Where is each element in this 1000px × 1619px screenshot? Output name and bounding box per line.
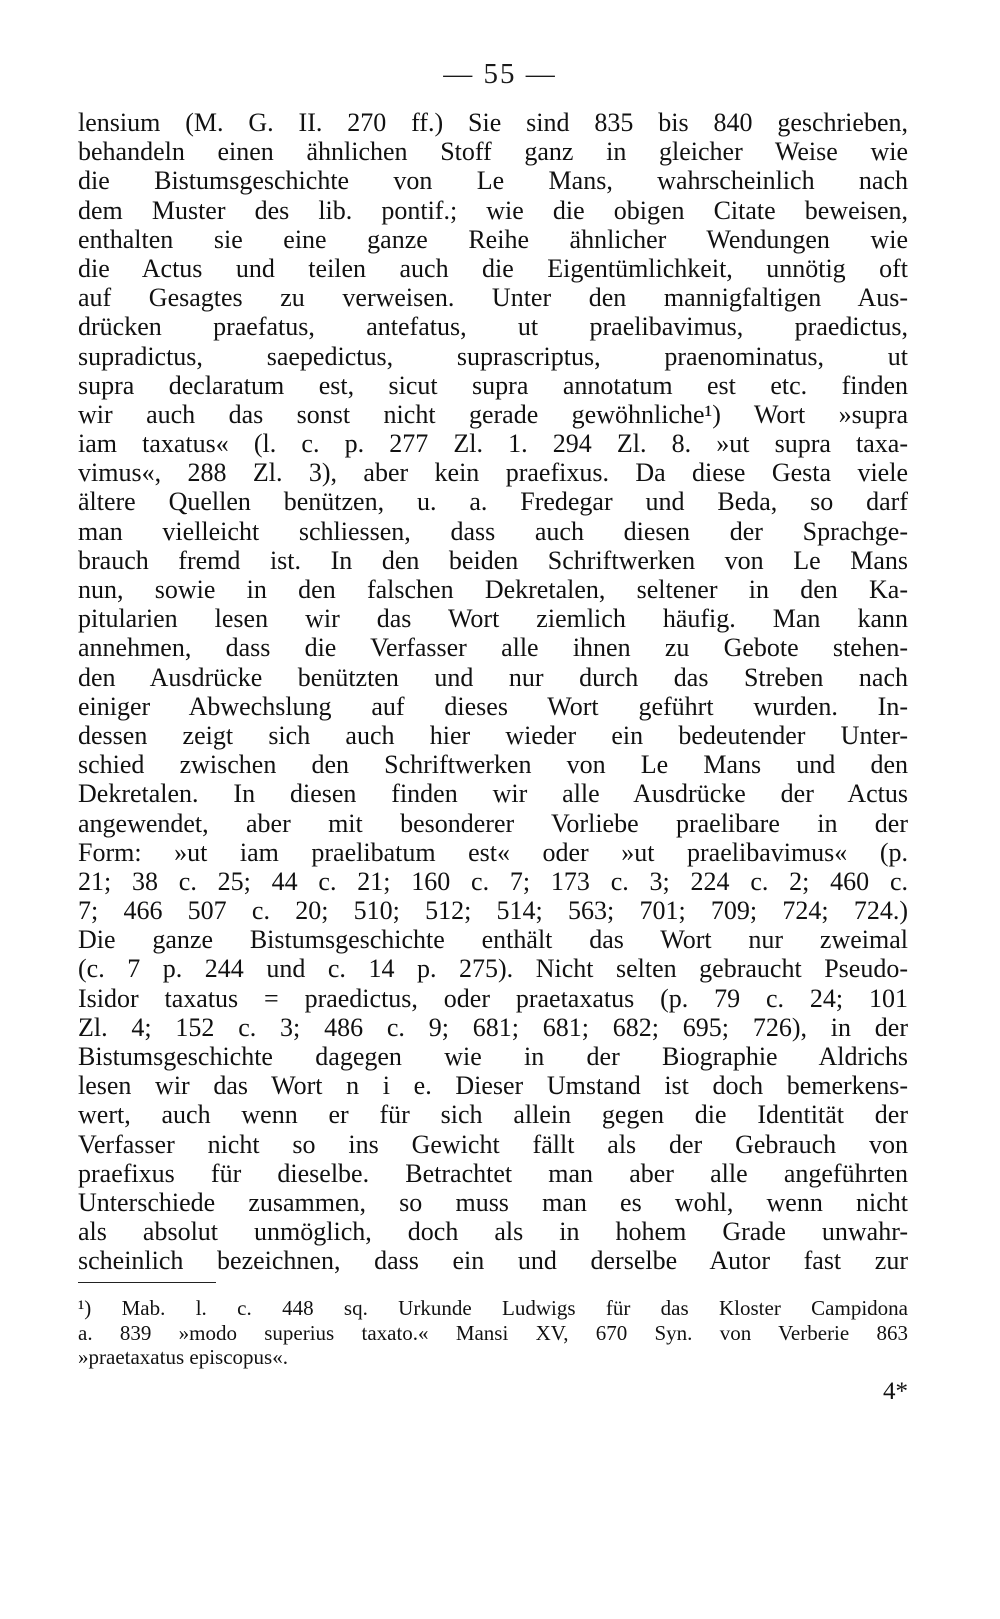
signature-mark: 4* [883,1378,908,1405]
text-line: man vielleicht schliessen, dass auch diesen der Sprachge- [78,516,908,546]
text-line: wert, auch wenn er für sich allein gegen die Identität der [78,1100,908,1130]
text-line: einiger Abwechslung auf dieses Wort geführt wurden. In- [78,691,908,721]
text-line: dessen zeigt sich auch hier wieder ein bedeutender Unter- [78,720,908,750]
text-line: lensium (M. G. II. 270 ff.) Sie sind 835 bis 840 geschrieben, [78,108,908,137]
text-line: auf Gesagtes zu verweisen. Unter den mannigfaltigen Aus- [78,283,908,313]
text-line: supradictus, saepedictus, suprascriptus, praenominatus, ut [78,341,908,371]
text-line: iam taxatus« (l. c. p. 277 Zl. 1. 294 Zl. 8. »ut supra taxa- [78,429,908,459]
text-line: angewendet, aber mit besonderer Vorliebe praelibare in der [78,808,908,838]
text-line: pitularien lesen wir das Wort ziemlich häufig. Man kann [78,604,908,634]
text-line: drücken praefatus, antefatus, ut praelibavimus, praedictus, [78,312,908,342]
text-line: scheinlich bezeichnen, dass ein und derselbe Autor fast zur [78,1246,908,1276]
text-line: lesen wir das Wort n i e. Dieser Umstand ist doch bemerkens- [78,1071,908,1101]
text-line: ältere Quellen benützen, u. a. Fredegar und Beda, so darf [78,487,908,517]
text-line: Unterschiede zusammen, so muss man es wohl, wenn nicht [78,1187,908,1217]
text-line: Zl. 4; 152 c. 3; 486 c. 9; 681; 681; 682; 695; 726), in der [78,1012,908,1042]
text-line: die Bistumsgeschichte von Le Mans, wahrscheinlich nach [78,166,908,196]
body-text [78,108,908,1276]
text-line: (c. 7 p. 244 und c. 14 p. 275). Nicht selten gebraucht Pseudo- [78,954,908,984]
text-line: die Actus und teilen auch die Eigentümlichkeit, unnötig oft [78,253,908,283]
text-line: 21; 38 c. 25; 44 c. 21; 160 c. 7; 173 c. 3; 224 c. 2; 460 c. [78,866,908,896]
footnote-separator [78,1282,216,1283]
text-line: den Ausdrücke benützten und nur durch das Streben nach [78,662,908,692]
text-line: Die ganze Bistumsgeschichte enthält das Wort nur zweimal [78,925,908,955]
footnote-line: »praetaxatus episcopus«. [78,1345,288,1369]
text-line: wir auch das sonst nicht gerade gewöhnliche¹) Wort »supra [78,399,908,429]
text-line: praefixus für dieselbe. Betrachtet man aber alle angeführten [78,1158,908,1188]
footnotes [78,1296,908,1370]
text-line: Verfasser nicht so ins Gewicht fällt als der Gebrauch von [78,1129,908,1159]
page-number: — 55 — [443,58,557,90]
footnote-line: ¹) Mab. l. c. 448 sq. Urkunde Ludwigs für das Kloster Campidona [78,1296,908,1320]
text-line: brauch fremd ist. In den beiden Schriftwerken von Le Mans [78,545,908,575]
text-line: annehmen, dass die Verfasser alle ihnen zu Gebote stehen- [78,633,908,663]
text-line: dem Muster des lib. pontif.; wie die obigen Citate beweisen, [78,195,908,225]
text-line: Bistumsgeschichte dagegen wie in der Biographie Aldrichs [78,1042,908,1071]
text-line: Dekretalen. In diesen finden wir alle Ausdrücke der Actus [78,779,908,809]
footnote-line: a. 839 »modo superius taxato.« Mansi XV, 670 Syn. von Verberie 863 [78,1320,908,1345]
text-line: behandeln einen ähnlichen Stoff ganz in gleicher Weise wie [78,137,908,167]
text-line: nun, sowie in den falschen Dekretalen, seltener in den Ka- [78,575,908,604]
text-line: als absolut unmöglich, doch als in hohem Grade unwahr- [78,1217,908,1247]
text-line: Form: »ut iam praelibatum est« oder »ut praelibavimus« (p. [78,837,908,867]
text-line: vimus«, 288 Zl. 3), aber kein praefixus. Da diese Gesta viele [78,458,908,488]
text-line: enthalten sie eine ganze Reihe ähnlicher Wendungen wie [78,224,908,254]
text-line: supra declaratum est, sicut supra annotatum est etc. finden [78,370,908,400]
text-line: schied zwischen den Schriftwerken von Le Mans und den [78,750,908,780]
text-line: Isidor taxatus = praedictus, oder praetaxatus (p. 79 c. 24; 101 [78,983,908,1013]
text-line: 7; 466 507 c. 20; 510; 512; 514; 563; 701; 709; 724; 724.) [78,896,908,926]
